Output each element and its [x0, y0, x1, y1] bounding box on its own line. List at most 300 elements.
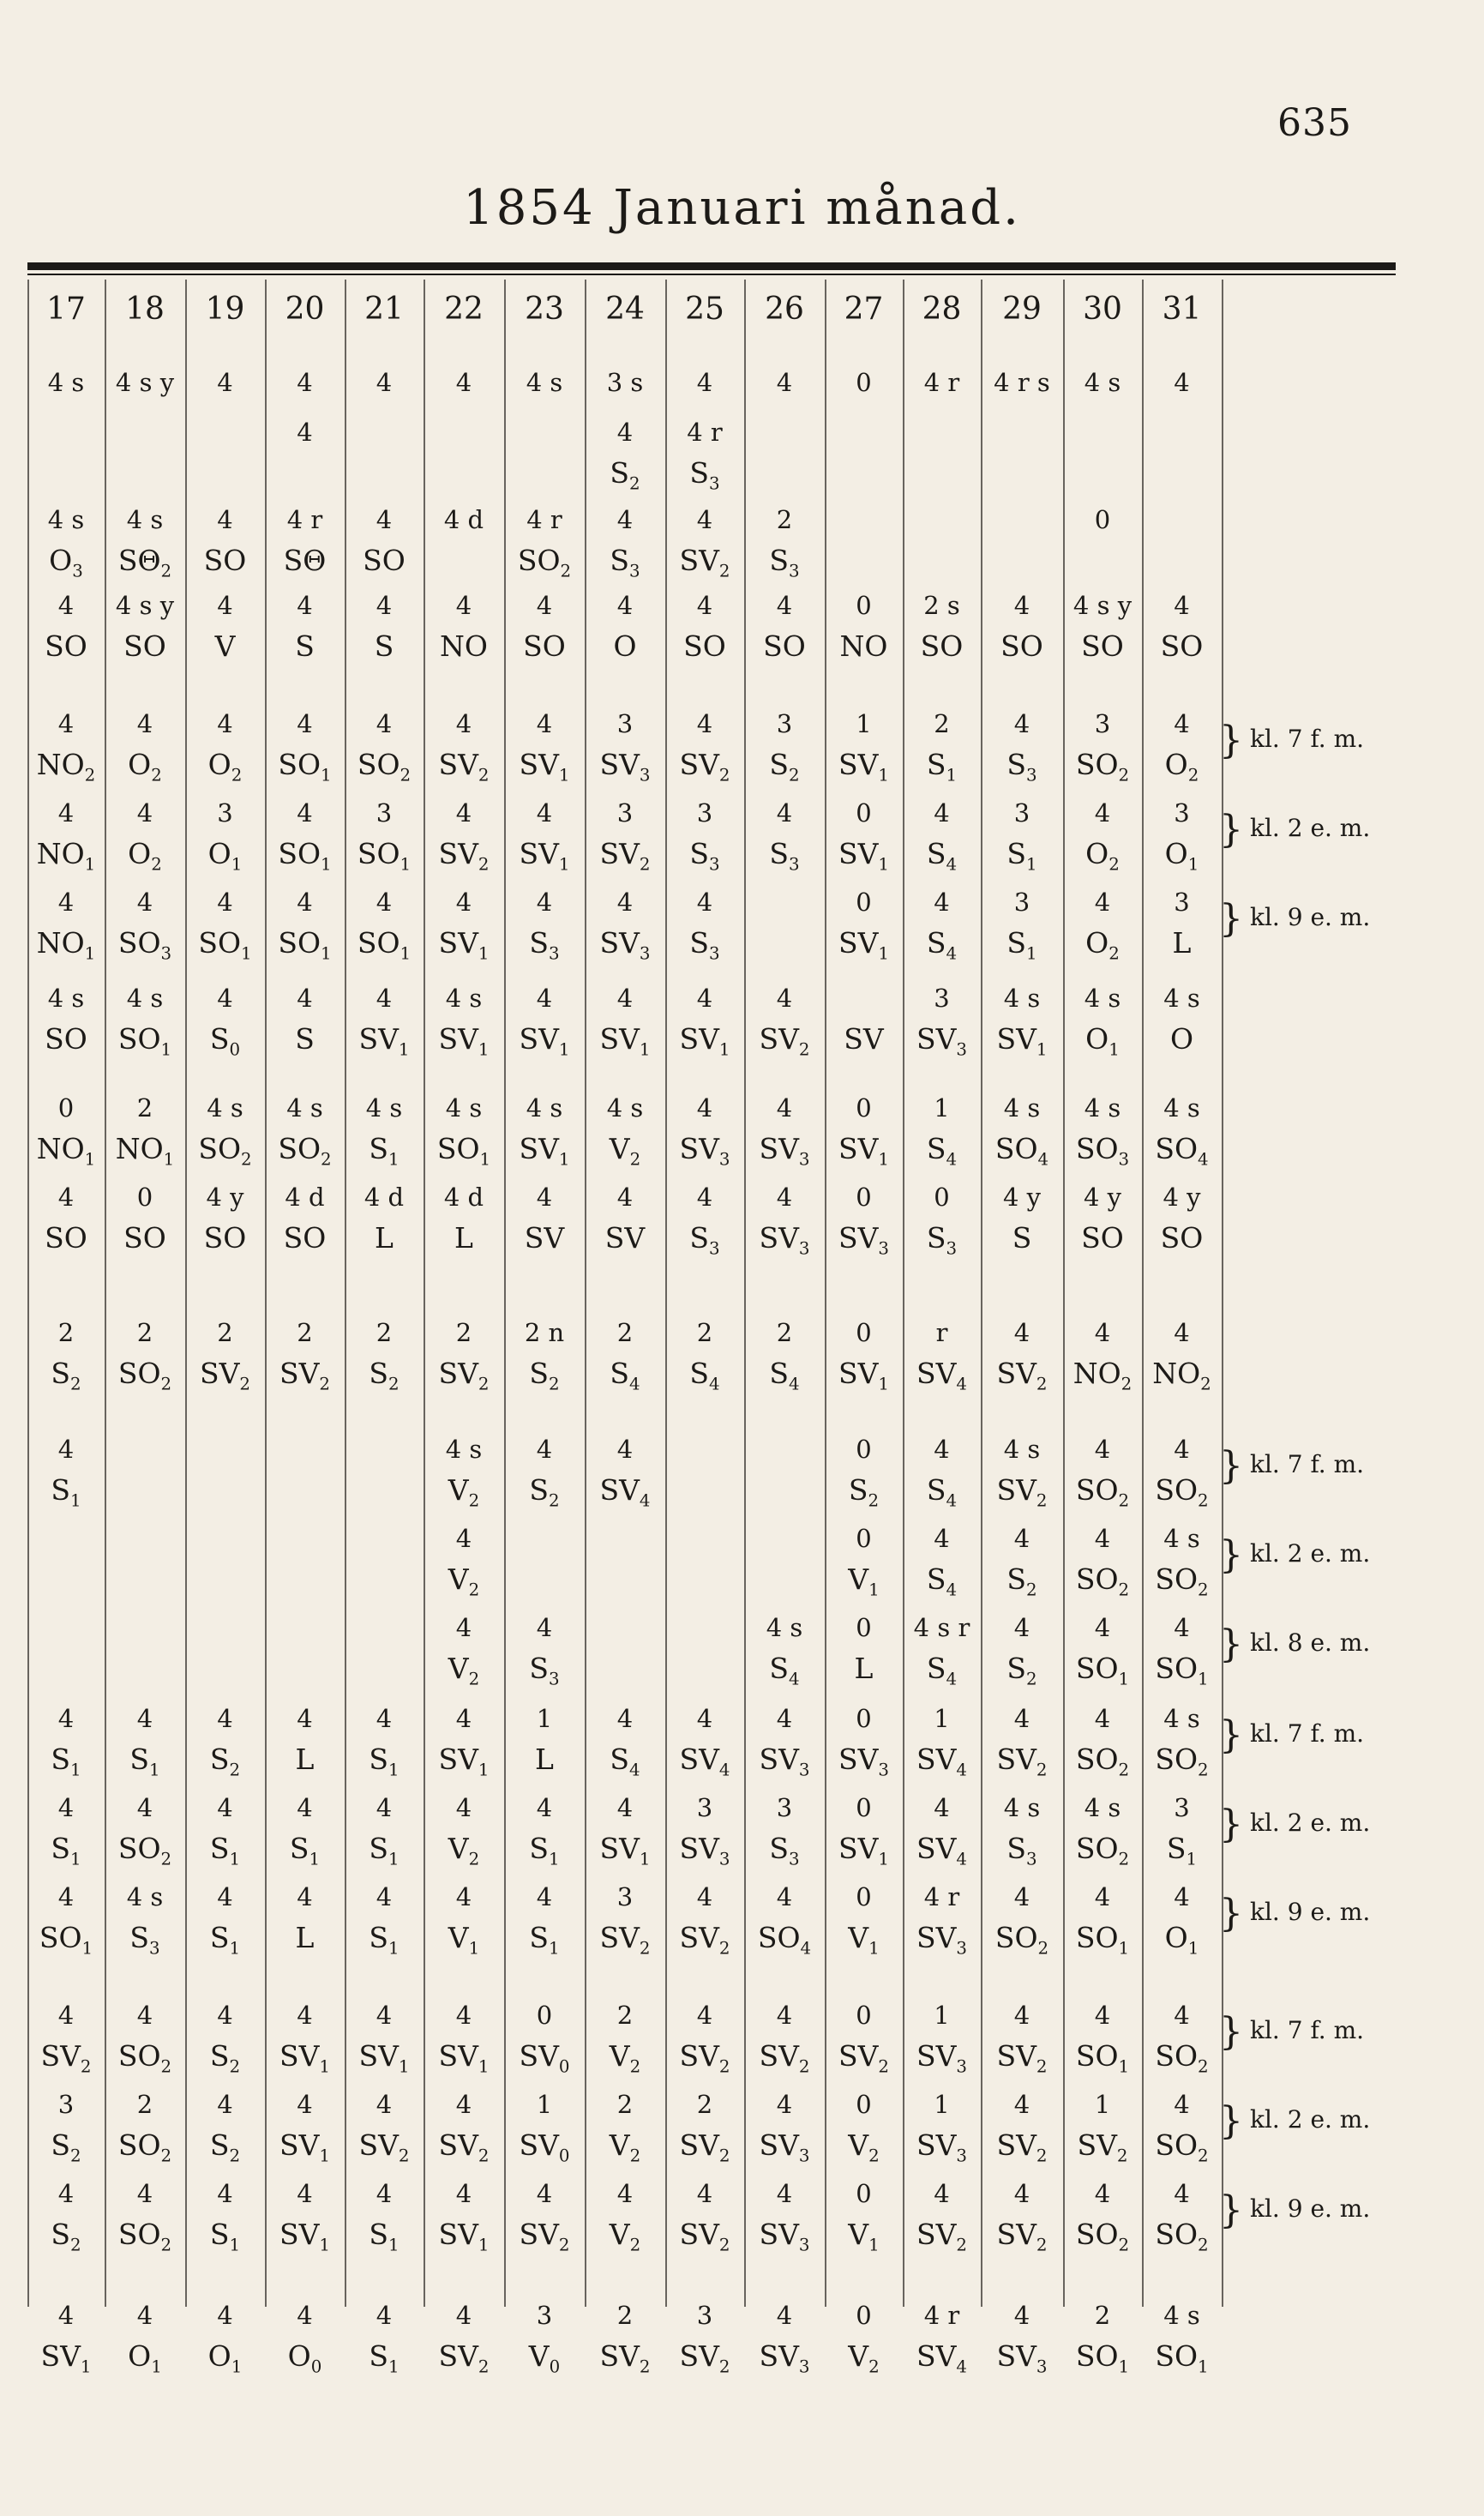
column-header-day: 20	[285, 292, 325, 327]
table-cell	[265, 798, 345, 875]
cell-value: 4	[455, 798, 472, 828]
cell-direction: $SV_0$	[519, 2128, 570, 2166]
table-cell	[665, 798, 744, 875]
table-cell	[265, 370, 345, 409]
cell-value: 4	[376, 2179, 393, 2208]
table-cell	[27, 1318, 105, 1394]
cell-value	[105, 1437, 185, 1468]
cell-value: 0	[856, 1793, 872, 1822]
table-cell	[981, 1613, 1063, 1689]
table-cell	[665, 986, 744, 1058]
table-cell	[744, 2003, 825, 2075]
table-cell	[265, 420, 345, 459]
cell-value: 4 r	[526, 505, 562, 534]
cell-direction: $SV_3$	[759, 2128, 810, 2166]
cell-value: 0	[856, 2090, 872, 2119]
cell-direction: $S_1$	[1006, 926, 1037, 964]
cell-value: 4 s y	[1072, 591, 1133, 620]
cell-value: 4	[136, 2001, 153, 2030]
cell-direction: SO	[763, 629, 806, 663]
cell-value: 4	[136, 2179, 153, 2208]
cell-direction: $O_1$	[128, 2339, 162, 2377]
cell-value: 4	[376, 888, 393, 917]
row-time-note	[1219, 1444, 1364, 1488]
cell-value: 4 s	[47, 984, 85, 1013]
cell-value: 4	[217, 368, 233, 397]
cell-direction: $O_1$	[1164, 837, 1199, 875]
table-cell	[105, 1526, 185, 1565]
cell-value: 1	[856, 709, 872, 738]
cell-direction: $SV_1$	[838, 837, 890, 875]
cell-direction: $V_1$	[848, 1562, 880, 1600]
table-cell	[265, 984, 345, 1056]
cell-value: 4	[1094, 1435, 1111, 1464]
table-cell	[105, 1882, 185, 1959]
cell-direction: $SV_1$	[279, 2218, 331, 2255]
time-label: kl. 8 e. m.	[1250, 1628, 1371, 1657]
cell-direction: SO	[283, 1221, 327, 1255]
cell-value: 4	[616, 418, 634, 447]
table-cell	[825, 370, 903, 409]
cell-direction: $SO_1$	[1075, 1652, 1130, 1689]
cell-direction: $SV_1$	[358, 1022, 410, 1060]
table-cell	[424, 798, 504, 875]
table-cell	[665, 709, 744, 785]
table-cell	[345, 2003, 424, 2075]
cell-value: 4	[696, 1093, 713, 1123]
table-cell	[345, 1706, 424, 1779]
table-cell	[1142, 1437, 1222, 1509]
table-cell	[903, 508, 981, 546]
cell-direction: O	[613, 629, 637, 663]
cell-value: 4	[136, 709, 153, 738]
cell-direction: L	[535, 1743, 554, 1776]
table-cell	[105, 709, 185, 785]
cell-direction: $SV_2$	[438, 1357, 490, 1394]
table-cell	[903, 1706, 981, 1779]
table-cell	[424, 2303, 504, 2375]
cell-direction: $S_1$	[51, 1743, 81, 1780]
cell-value: 4 s	[1163, 1093, 1200, 1123]
cell-direction: $SV_3$	[916, 1921, 968, 1959]
cell-direction: $V_2$	[448, 1473, 480, 1511]
cell-value: 4	[776, 1704, 793, 1733]
cell-value: 3	[1013, 798, 1030, 828]
table-cell	[345, 1616, 424, 1654]
cell-value: r	[935, 1318, 948, 1347]
cell-value: 4 d	[443, 505, 484, 534]
cell-value: 4	[136, 1793, 153, 1822]
cell-direction: $SO_4$	[1155, 1132, 1209, 1170]
table-cell	[504, 2092, 585, 2164]
cell-direction: $S_2$	[209, 2039, 241, 2077]
table-cell	[1142, 2179, 1222, 2255]
cell-direction: $SV_1$	[519, 1022, 570, 1060]
table-cell	[424, 1706, 504, 1779]
cell-direction: $SO_2$	[1155, 2128, 1209, 2166]
cell-value: 4	[57, 591, 75, 620]
cell-value	[185, 1526, 265, 1557]
time-label: kl. 9 e. m.	[1250, 903, 1371, 931]
time-label: kl. 9 e. m.	[1250, 1898, 1371, 1926]
cell-direction: $S_0$	[209, 1022, 241, 1060]
cell-value: 4	[1013, 591, 1030, 620]
cell-direction: $SV_1$	[279, 2128, 331, 2166]
cell-direction: L	[1172, 926, 1192, 960]
cell-direction: $NO_1$	[115, 1132, 175, 1170]
table-cell	[105, 1093, 185, 1170]
cell-direction: $SO_2$	[994, 1921, 1049, 1959]
cell-direction: $SV_3$	[838, 1743, 890, 1780]
cell-direction: $SV_2$	[599, 837, 651, 875]
cell-value: 4	[376, 591, 393, 620]
cell-value: 4	[57, 1435, 75, 1464]
cell-direction: $SV_2$	[996, 2039, 1048, 2077]
cell-value: 3	[376, 798, 393, 828]
cell-value: 4	[616, 1704, 634, 1733]
cell-value: 1	[934, 1093, 950, 1123]
cell-value: 4	[455, 1793, 472, 1822]
cell-direction: $SO_2$	[1075, 1473, 1130, 1511]
cell-direction: $V_1$	[448, 1921, 480, 1959]
table-cell	[424, 420, 504, 459]
cell-value: 4 s	[1084, 1793, 1121, 1822]
cell-direction: $S_2$	[848, 1473, 880, 1511]
cell-direction: $SV_4$	[916, 1743, 968, 1780]
cell-value: 4	[934, 1435, 950, 1464]
cell-value: 4	[1013, 709, 1030, 738]
row-time-note	[1219, 1533, 1370, 1577]
table-cell	[265, 505, 345, 577]
cell-value: 4 s	[766, 1613, 803, 1642]
cell-value: 4	[776, 1093, 793, 1123]
table-cell	[903, 798, 981, 875]
table-cell	[504, 1704, 585, 1776]
cell-value	[1142, 420, 1222, 451]
cell-value: 0	[856, 368, 872, 397]
cell-value: 4 s	[526, 1093, 563, 1123]
cell-value	[265, 1526, 345, 1557]
cell-direction: $V_2$	[448, 1832, 480, 1869]
table-cell	[744, 2092, 825, 2164]
cell-value: 4	[136, 1704, 153, 1733]
table-cell	[585, 505, 665, 581]
table-cell	[1063, 1093, 1142, 1170]
cell-direction: V	[214, 629, 236, 663]
table-cell	[185, 1183, 265, 1255]
table-cell	[903, 370, 981, 409]
table-cell	[105, 505, 185, 581]
cell-value: 4	[1094, 1613, 1111, 1642]
row-time-note	[1219, 1892, 1370, 1935]
table-cell	[265, 2092, 345, 2164]
table-cell	[424, 986, 504, 1058]
table-cell	[1142, 709, 1222, 785]
table-cell	[185, 1437, 265, 1476]
cell-value: 4	[57, 2301, 75, 2330]
table-cell	[265, 1793, 345, 1869]
column-header-day: 17	[46, 292, 86, 327]
cell-value: 2	[217, 1318, 233, 1347]
table-cell	[1142, 984, 1222, 1056]
cell-direction: $S_4$	[769, 1357, 800, 1394]
brace-icon: }	[1219, 1622, 1243, 1666]
cell-value: 4	[1013, 2090, 1030, 2119]
table-cell	[665, 1793, 744, 1869]
cell-direction: $SV_1$	[679, 1022, 730, 1060]
cell-direction: $SV_1$	[838, 748, 890, 785]
table-cell	[1063, 798, 1142, 875]
cell-value	[345, 420, 424, 451]
cell-direction: $S_4$	[689, 1357, 720, 1394]
table-cell	[185, 370, 265, 409]
cell-direction: $S_1$	[529, 1832, 560, 1869]
table-cell	[825, 1093, 903, 1170]
cell-value: 2	[136, 1093, 153, 1123]
table-cell	[105, 2003, 185, 2075]
cell-direction: $SO_1$	[39, 1921, 93, 1959]
table-cell	[903, 986, 981, 1058]
table-cell	[981, 1437, 1063, 1509]
table-cell	[1142, 1882, 1222, 1959]
table-cell	[744, 420, 825, 459]
table-cell	[105, 1706, 185, 1779]
table-cell	[665, 2303, 744, 2375]
cell-value: 4	[1094, 1524, 1111, 1553]
cell-value: 0	[856, 1183, 872, 1212]
table-cell	[105, 591, 185, 663]
table-cell	[424, 1183, 504, 1255]
cell-direction: $S_3$	[610, 544, 640, 581]
cell-value: 4 s	[1084, 984, 1121, 1013]
cell-direction: $S_1$	[369, 1743, 400, 1780]
table-cell	[27, 1706, 105, 1779]
table-cell	[1142, 798, 1222, 875]
column-header-day: 30	[1083, 292, 1122, 327]
table-cell	[825, 890, 903, 962]
cell-direction: $O_2$	[128, 837, 162, 875]
cell-value: 3 s	[606, 368, 644, 397]
table-cell	[504, 1793, 585, 1869]
cell-value: 4 s	[1084, 368, 1121, 397]
table-cell	[265, 1526, 345, 1565]
table-cell	[1142, 1318, 1222, 1394]
cell-value: 4	[616, 505, 634, 534]
table-cell	[1063, 591, 1142, 663]
table-cell	[665, 505, 744, 581]
table-cell	[825, 2003, 903, 2075]
table-cell	[825, 508, 903, 546]
cell-value: 0	[856, 1318, 872, 1347]
cell-value: 2	[57, 1318, 75, 1347]
cell-value: 3	[776, 709, 793, 738]
cell-value: 4	[297, 1704, 313, 1733]
table-cell	[1063, 2092, 1142, 2164]
table-cell	[903, 1185, 981, 1257]
row-time-note	[1219, 719, 1364, 762]
cell-value: 3	[1174, 798, 1190, 828]
cell-value: 4	[57, 2001, 75, 2030]
cell-direction: $SV_2$	[679, 2128, 730, 2166]
cell-direction: $SV_2$	[438, 2339, 490, 2377]
table-cell	[27, 370, 105, 409]
table-cell	[1063, 1793, 1142, 1869]
table-cell	[1142, 1183, 1222, 1255]
cell-value: 2	[776, 1318, 793, 1347]
table-cell	[1063, 1318, 1142, 1394]
table-cell	[185, 1793, 265, 1869]
cell-value: 4	[455, 2001, 472, 2030]
cell-direction: $SV_2$	[996, 1357, 1048, 1394]
table-cell	[585, 1793, 665, 1869]
cell-value	[903, 420, 981, 451]
cell-value: 4	[616, 1183, 634, 1212]
cell-value: 0	[856, 1093, 872, 1123]
cell-direction: SO	[203, 544, 247, 577]
table-cell	[1063, 890, 1142, 962]
column-header-day: 22	[444, 292, 484, 327]
table-cell	[585, 890, 665, 962]
table-cell	[504, 1183, 585, 1255]
cell-value: 4	[217, 1793, 233, 1822]
table-cell	[1063, 1706, 1142, 1779]
cell-value	[345, 1616, 424, 1646]
cell-direction: $SO_2$	[1155, 1562, 1209, 1600]
cell-value: 4	[1174, 1613, 1190, 1642]
table-cell	[27, 2092, 105, 2164]
cell-value: 4 s	[286, 1093, 323, 1123]
table-cell	[1063, 1526, 1142, 1598]
cell-direction: O	[1169, 1022, 1194, 1056]
cell-direction: SO	[123, 629, 166, 663]
table-cell	[1142, 2092, 1222, 2164]
cell-value: 4	[696, 1704, 713, 1733]
cell-direction: $O_2$	[1164, 748, 1199, 785]
cell-direction: $S_1$	[51, 1473, 81, 1511]
table-cell	[1063, 2303, 1142, 2375]
table-cell	[981, 2003, 1063, 2075]
cell-direction: $SV_3$	[759, 1743, 810, 1780]
table-cell	[1063, 2179, 1142, 2255]
cell-direction: $SO_2$	[278, 1132, 332, 1170]
table-cell	[903, 709, 981, 785]
table-cell	[981, 2092, 1063, 2164]
cell-direction: $SO_1$	[1075, 1921, 1130, 1959]
brace-icon: }	[1219, 1713, 1243, 1757]
table-cell	[345, 370, 424, 409]
cell-direction: $SV_2$	[279, 1357, 331, 1394]
table-cell	[1063, 1183, 1142, 1255]
cell-value: 4	[217, 2001, 233, 2030]
cell-value: 2	[616, 1318, 634, 1347]
cell-value	[665, 1616, 744, 1646]
table-cell	[504, 986, 585, 1058]
row-time-note	[1219, 1713, 1364, 1757]
cell-direction: $SV_4$	[599, 1473, 651, 1511]
table-cell	[903, 890, 981, 962]
table-cell	[585, 1318, 665, 1394]
cell-value: 4 s	[445, 984, 483, 1013]
cell-direction: $S_2$	[209, 2128, 241, 2166]
table-cell	[665, 1882, 744, 1959]
table-cell	[265, 591, 345, 663]
cell-direction: $SO_2$	[517, 544, 572, 581]
table-cell	[981, 420, 1063, 459]
cell-direction: $SV_1$	[358, 2039, 410, 2077]
table-cell	[744, 2303, 825, 2375]
cell-direction: $SO_2$	[1155, 1743, 1209, 1780]
cell-direction: $SO_1$	[1155, 2339, 1209, 2377]
cell-direction: $SV_2$	[679, 544, 730, 581]
cell-value: 4 s	[365, 1093, 403, 1123]
cell-value: 4 s	[126, 1882, 164, 1911]
table-cell	[744, 986, 825, 1058]
cell-direction: $S_1$	[1006, 837, 1037, 875]
cell-direction: S	[1012, 1221, 1032, 1255]
table-cell	[185, 709, 265, 785]
cell-direction: $SV_1$	[838, 926, 890, 964]
table-cell	[345, 1437, 424, 1476]
table-cell	[265, 2303, 345, 2375]
table-cell	[185, 2303, 265, 2375]
cell-direction: $SV_2$	[1077, 2128, 1128, 2166]
cell-value: 4	[297, 2301, 313, 2330]
table-cell	[504, 890, 585, 962]
cell-value: 4	[297, 798, 313, 828]
cell-value: 4	[616, 2179, 634, 2208]
cell-value: 0	[57, 1093, 75, 1123]
table-cell	[424, 1318, 504, 1394]
cell-direction: $S_4$	[926, 1132, 958, 1170]
cell-value: 0	[536, 2001, 553, 2030]
table-cell	[825, 1613, 903, 1685]
cell-value	[105, 1616, 185, 1646]
table-cell	[665, 2092, 744, 2164]
cell-value	[424, 420, 504, 451]
row-time-note	[1219, 1803, 1370, 1846]
cell-direction: $SO_1$	[1155, 1652, 1209, 1689]
column-divider	[1222, 280, 1223, 2307]
cell-value: 1	[934, 2001, 950, 2030]
table-cell	[265, 1318, 345, 1394]
cell-direction: $SO_1$	[357, 926, 412, 964]
cell-value: 4	[57, 1183, 75, 1212]
table-cell	[185, 890, 265, 962]
table-cell	[105, 986, 185, 1058]
cell-direction: $V_2$	[609, 2128, 641, 2166]
table-cell	[1142, 1093, 1222, 1170]
cell-direction: L	[854, 1652, 874, 1685]
cell-value: 4	[1013, 1524, 1030, 1553]
cell-direction: NO	[440, 629, 488, 663]
table-cell	[504, 709, 585, 785]
table-cell	[345, 1318, 424, 1394]
cell-value	[744, 890, 825, 921]
cell-value	[585, 1616, 665, 1646]
column-header-day: 24	[605, 292, 645, 327]
cell-direction: $S_3$	[1006, 1832, 1037, 1869]
cell-value: 4	[217, 1882, 233, 1911]
cell-direction: $SV_2$	[679, 748, 730, 785]
cell-value: 2	[136, 2090, 153, 2119]
cell-direction: $SV_2$	[40, 2039, 92, 2077]
table-cell	[585, 709, 665, 785]
brace-icon: }	[1219, 2010, 1243, 2054]
table-cell	[105, 2179, 185, 2255]
cell-value: 4	[616, 1793, 634, 1822]
cell-value: 0	[856, 2301, 872, 2330]
table-cell	[185, 1616, 265, 1654]
